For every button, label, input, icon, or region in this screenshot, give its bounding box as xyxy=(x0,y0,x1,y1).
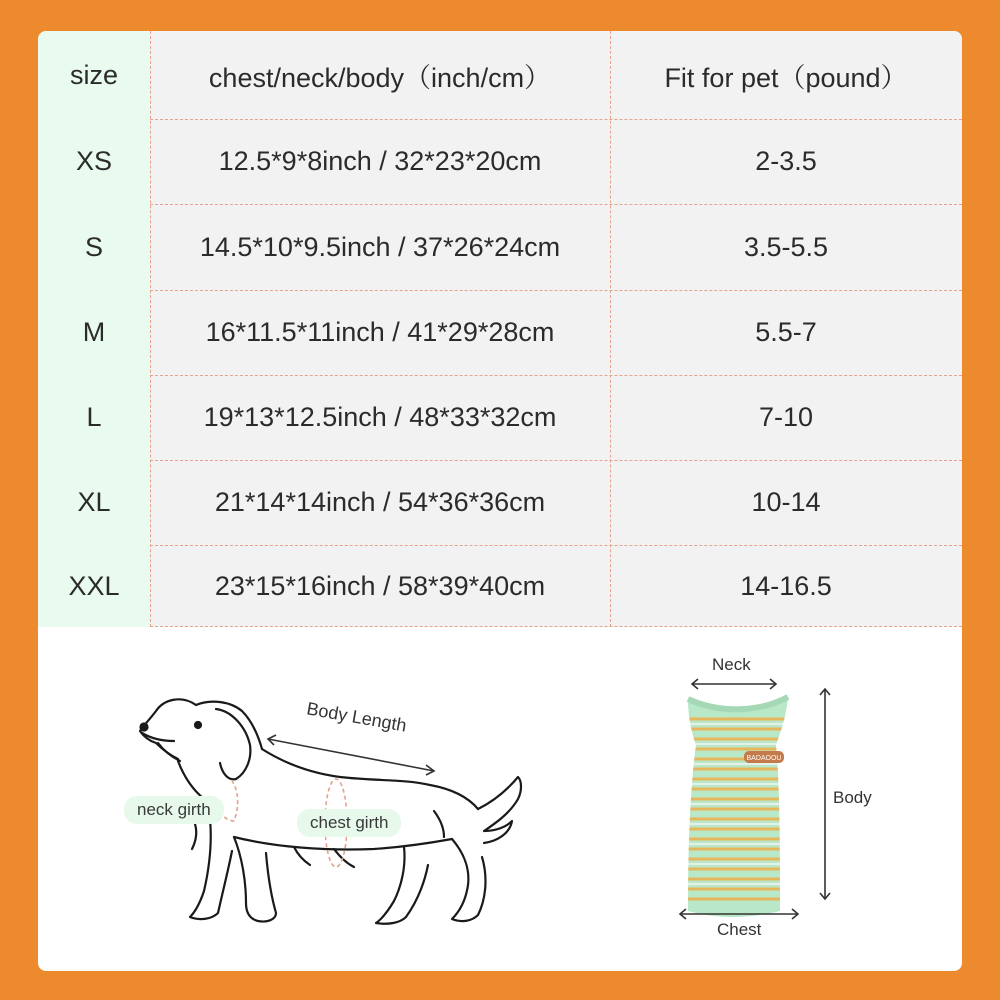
size-cell: M xyxy=(82,317,106,347)
size-cell: XXL xyxy=(68,570,120,601)
fit-cell: 3.5-5.5 xyxy=(743,231,829,262)
vest-illustration xyxy=(668,679,818,929)
chest-arrow xyxy=(678,907,802,921)
neck-label: Neck xyxy=(712,655,751,674)
measurement-cell: 19*13*12.5inch / 48*33*32cm xyxy=(203,402,557,432)
size-cell: S xyxy=(84,231,103,262)
measurement-cell: 16*11.5*11inch / 41*29*28cm xyxy=(205,317,555,347)
vest-tag: BADAOOU xyxy=(746,755,782,762)
fit-cell: 7-10 xyxy=(758,402,814,432)
body-arrow xyxy=(818,687,832,903)
fit-cell: 5.5-7 xyxy=(755,317,817,347)
measurement-cell: 23*15*16inch / 58*39*40cm xyxy=(214,570,546,601)
neck-arrow xyxy=(690,677,780,691)
size-chart-card xyxy=(38,31,962,971)
header-measurements: chest/neck/body（inch/cm） xyxy=(208,62,552,93)
fit-cell: 10-14 xyxy=(751,487,821,517)
size-cell: XL xyxy=(77,487,111,517)
chest-label: Chest xyxy=(717,920,762,939)
header-size: size xyxy=(69,59,118,90)
chest-girth-label: chest girth xyxy=(297,809,401,837)
measurement-cell: 12.5*9*8inch / 32*23*20cm xyxy=(218,146,542,176)
size-cell: XS xyxy=(75,146,113,176)
neck-girth-label: neck girth xyxy=(124,796,224,824)
header-fit: Fit for pet（pound） xyxy=(664,62,908,93)
fit-cell: 2-3.5 xyxy=(755,146,817,176)
fit-cell: 14-16.5 xyxy=(740,570,832,601)
body-label: Body xyxy=(833,788,872,807)
measurement-cell: 14.5*10*9.5inch / 37*26*24cm xyxy=(199,231,561,262)
measurement-cell: 21*14*14inch / 54*36*36cm xyxy=(214,487,546,517)
body-length-label: Body Length xyxy=(305,698,409,736)
size-cell: L xyxy=(86,402,102,432)
